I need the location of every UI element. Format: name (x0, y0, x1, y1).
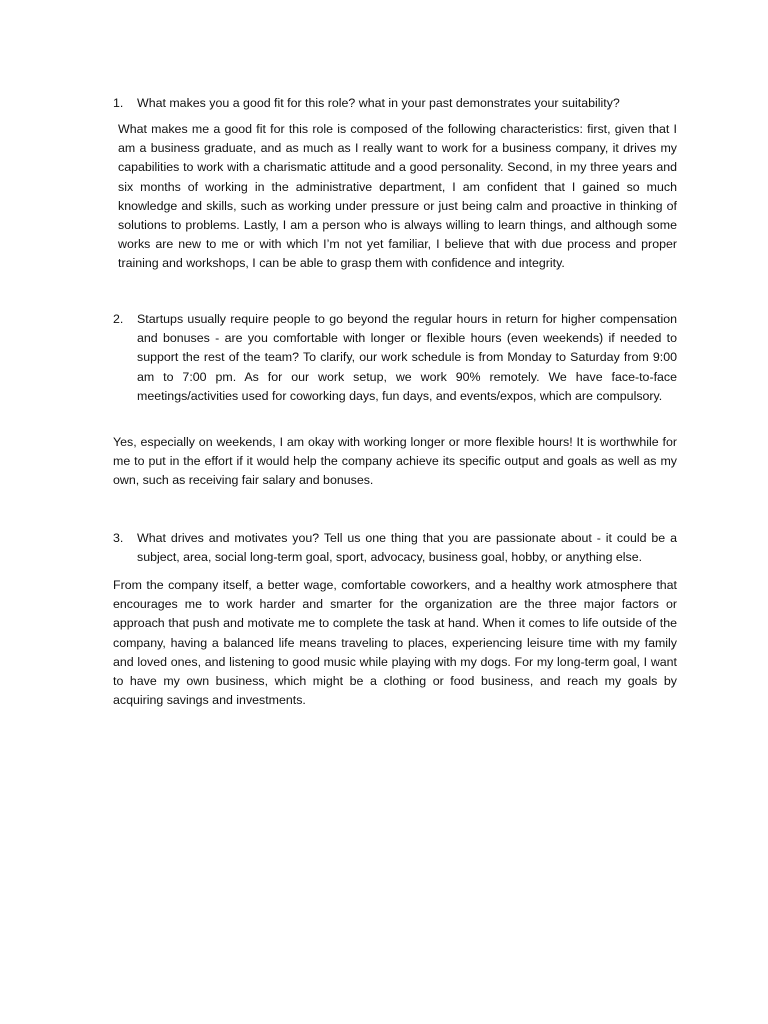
answer-1: What makes me a good fit for this role is composed of the following characteristics: first, given that I am a business graduate, and as much as I really want to work for a business company, it drives my capabilities to work with a charismatic attitude and a good personality. Second, in my three years and six months of working in the administrative department, I am confident that I gained so much knowledge and skills, such as working under pressure or just being calm and proactive in thinking of solutions to problems. Lastly, I am a person who is always willing to learn things, and although some works are new to me or with which I’m not yet familiar, I believe that with due process and proper training and workshops, I can be able to grasp them with confidence and integrity. (118, 122, 677, 271)
question-number: 3. (113, 531, 124, 545)
question-number: 1. (113, 96, 124, 110)
question-text: Startups usually require people to go beyond the regular hours in return for higher compensation and bonuses - are you comfortable with longer or flexible hours (even weekends) if needed to support the rest of the team? To clarify, our work schedule is from Monday to Saturday from 9:00 am to 7:00 pm. As for our work setup, we work 90% remotely. We have face-to-face meetings/activities used for coworking days, fun days, and events/expos, which are compulsory. (137, 312, 677, 403)
answer-2: Yes, especially on weekends, I am okay with working longer or more flexible hours! It is worthwhile for me to put in the effort if it would help the company achieve its specific output and goals as well as my own, such as receiving fair salary and bonuses. (113, 435, 677, 488)
question-text: What drives and motivates you? Tell us one thing that you are passionate about - it could be a subject, area, social long-term goal, sport, advocacy, business goal, hobby, or anything else. (137, 531, 677, 565)
question-2 (113, 310, 677, 406)
answer-3: From the company itself, a better wage, comfortable coworkers, and a healthy work atmosphere that encourages me to work harder and smarter for the organization are the three major factors or approach that push and motivate me to complete the task at hand. When it comes to life outside of the company, having a balanced life means traveling to places, experiencing leisure time with my family and loved ones, and listening to good music while playing with my dogs. For my long-term goal, I want to have my own business, which might be a clothing or food business, and reach my goals by acquiring savings and investments. (113, 578, 677, 708)
question-number: 2. (113, 312, 124, 326)
question-1 (113, 94, 657, 113)
question-3 (113, 529, 677, 567)
question-text: What makes you a good fit for this role? what in your past demonstrates your suitability? (137, 96, 620, 110)
